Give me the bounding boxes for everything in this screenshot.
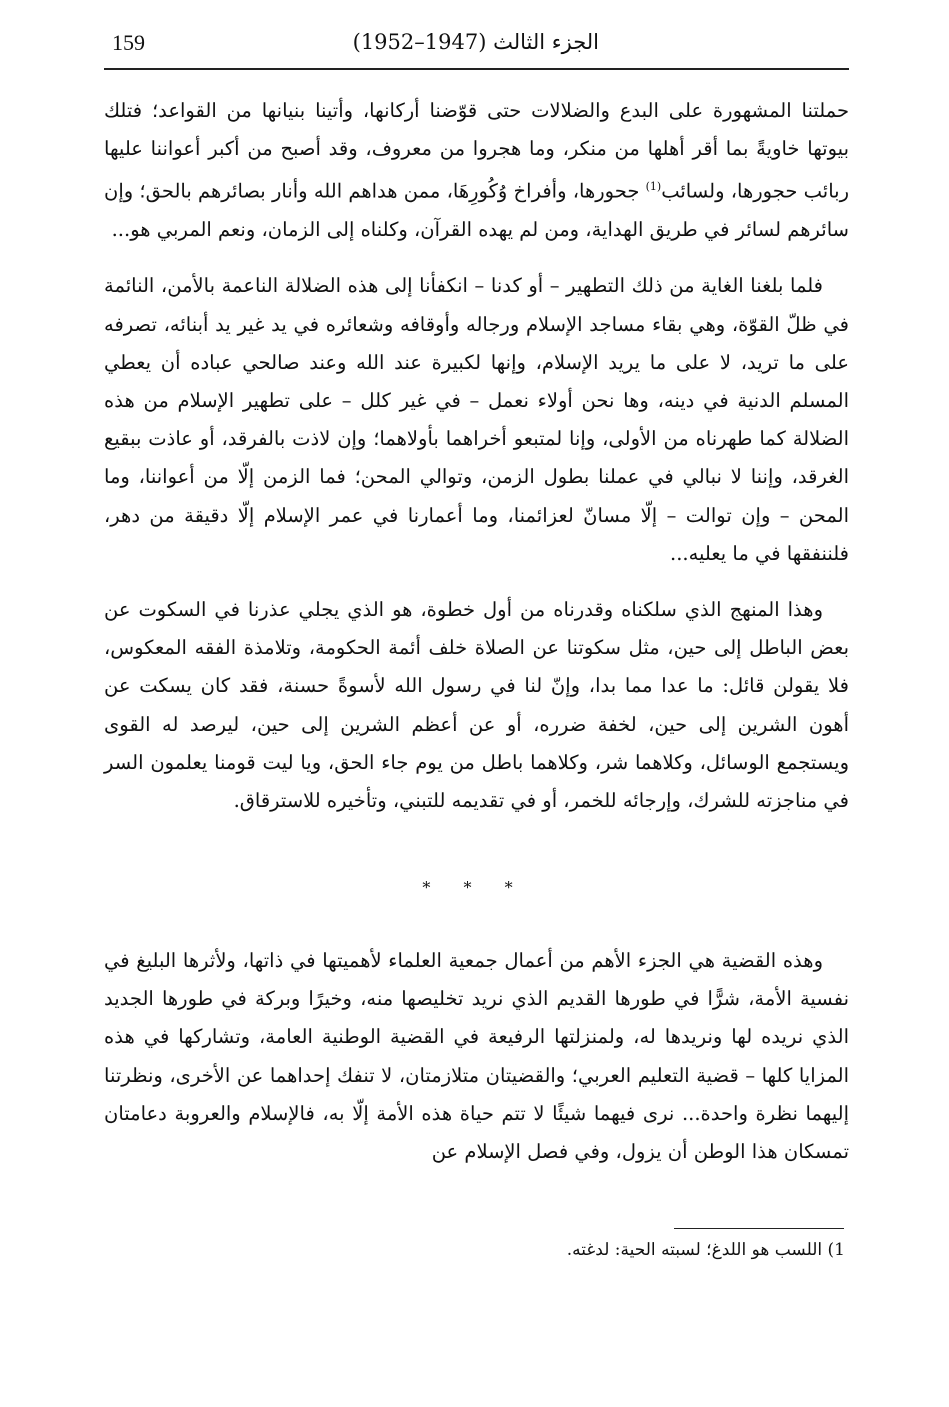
page-number: 159 (112, 30, 145, 55)
main-text-continued (104, 942, 849, 1171)
paragraph-2: فلما بلغنا الغاية من ذلك التطهير – أو كدنا – انكفأنا إلى هذه الضلالة الناعمة بالأمن، النائمة في ظلّ القوّة، وهي بقاء مساجد الإسلام ورجاله وأوقافه وشعائره في يد غير يد أبنائه، تصرفه على ما تريد، لا على ما يريد الإسلام، وإنها لكبيرة عند الله وعند صالحي عباده أن يعطي المسلم الدنية في دينه، وها نحن أولاء نعمل – في غير كلل – على تطهير الإسلام من هذه الضلالة كما طهرناه من الأولى، وإنا لمتبعو أخراهما بأولاهما؛ وإن لاذت بالفرقد، أو عاذت ببقيع الغرقد، وإننا لا نبالي في عملنا بطول الزمن، وتوالي المحن؛ فما الزمن إلّا من أعواننا، وما المحن – وإن توالت – إلّا مسانّ لعزائمنا، وما أعمارنا في عمر الإسلام إلّا دقيقة من دهر، فلننفقها في ما يعليه... (104, 274, 849, 565)
paragraph-1-start: حملتنا المشهورة على البدع والضلالات حتى قوّضنا أركانها، وأتينا بنيانها من القواعد؛ فتلك بيوتها خاويةً بما أقر أهلها من منكر، وما هجروا من معروف، وقد أصبح من أكبر أعواننا عليها ربائب حجورها، ولسائب (104, 99, 849, 203)
paragraph-1 (104, 92, 849, 249)
paragraph-1-end: جحورها، وأفراخ وُكُورِهَا، ممن هداهم الله وأنار بصائرهم بالحق؛ وإن سائرهم لسائر في طريق الهداية، ومن لم يهده القرآن، وكلناه إلى الزمان، ونعم المربي هو... (104, 179, 849, 242)
paragraph-4: وهذه القضية هي الجزء الأهم من أعمال جمعية العلماء لأهميتها في ذاتها، ولأثرها البليغ في نفسية الأمة، شرًّا في طورها القديم الذي نريد تخليصها منه، وخيرًا وبركة في طورها الجديد الذي نريده لها ونريدها له، ولمنزلتها الرفيعة في القضية الوطنية العامة، وتشاركها في هذه المزايا كلها – قضية التعليم العربي؛ والقضيتان متلازمتان، لا تنفك إحداهما عن الأخرى، ونظرتنا إليهما نظرة واحدة... نرى فيهما شيئًا لا تتم حياة هذه الأمة إلّا به، فالإسلام والعروبة دعامتان تمسكان هذا الوطن أن يزول، وفي فصل الإسلام عن (104, 949, 849, 1164)
footnote: 1) اللسب هو اللدغ؛ لسبته الحية: لدغته. (566, 1240, 845, 1260)
main-text (104, 92, 849, 838)
paragraph-3: وهذا المنهج الذي سلكناه وقدرناه من أول خطوة، هو الذي يجلي عذرنا في السكوت عن بعض الباطل إلى حين، مثل سكوتنا عن الصلاة خلف أئمة الحكومة، وتلامذة الفقه المعكوس، فلا يقولن قائل: ما عدا مما بدا، وإنّ لنا في رسول الله لأسوةً حسنة، فقد كان يسكت عن أهون الشرين إلى حين، لخفة ضرره، أو عن أعظم الشرين إلى حين، ليرصد له القوى ويستجمع الوسائل، وكلاهما شر، وكلاهما باطل من يوم جاء الحق، ويا ليت قومنا يعلمون السر في مناجزته للشرك، وإرجائه للخمر، أو في تقديمه للتبني، وتأخيره للاسترقاق. (104, 597, 850, 812)
section-separator: * * * (422, 878, 527, 897)
page-header (104, 24, 849, 70)
footnote-marker: (1) (645, 180, 662, 194)
running-title: الجزء الثالث (1947–1952) (352, 30, 599, 54)
footnote-divider (674, 1228, 844, 1229)
